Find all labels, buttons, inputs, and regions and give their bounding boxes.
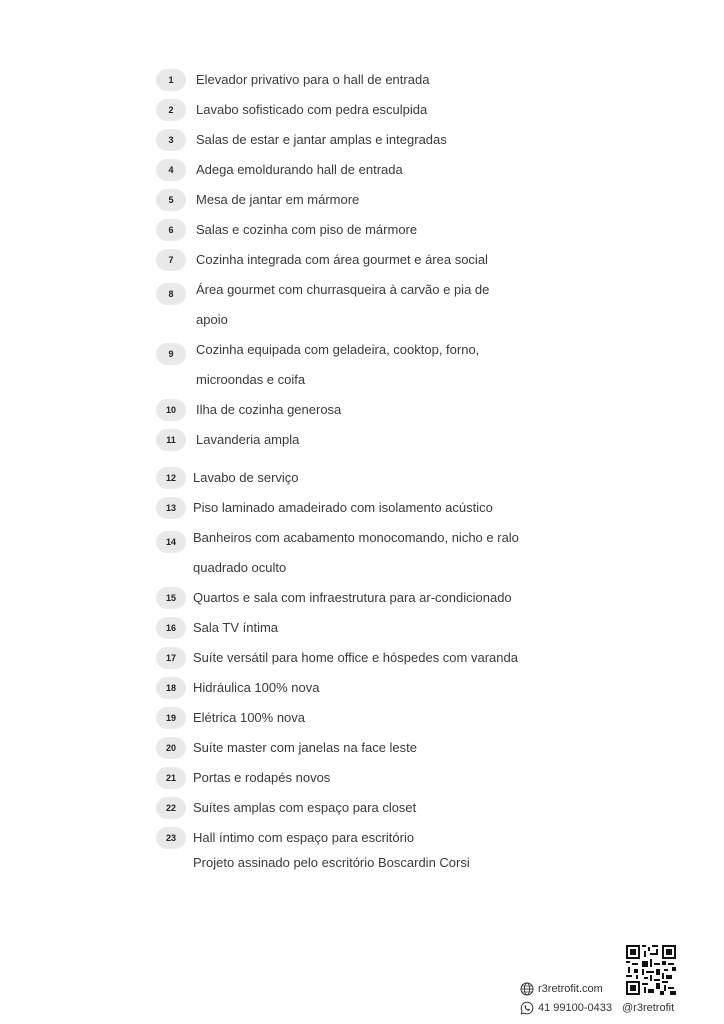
- item-number-badge: 2: [156, 99, 186, 121]
- closing-note: Projeto assinado pelo escritório Boscardin Corsi: [193, 855, 470, 870]
- item-text: Salas de estar e jantar amplas e integradas: [196, 132, 447, 147]
- item-text: Piso laminado amadeirado com isolamento acústico: [193, 500, 493, 515]
- item-number-badge: 1: [156, 69, 186, 91]
- item-number-badge: 8: [156, 283, 186, 305]
- item-number-badge: 12: [156, 467, 186, 489]
- item-text: Suíte versátil para home office e hóspedes com varanda: [193, 650, 518, 665]
- item-text: Suítes amplas com espaço para closet: [193, 800, 417, 815]
- item-text: Cozinha equipada com geladeira, cooktop, forno,: [196, 342, 480, 357]
- item-number-badge: 16: [156, 617, 186, 639]
- item-text: quadrado oculto: [193, 560, 287, 575]
- item-number-badge: 7: [156, 249, 186, 271]
- item-number-badge: 14: [156, 531, 186, 553]
- item-number-badge: 10: [156, 399, 186, 421]
- item-text: Lavabo de serviço: [193, 470, 299, 485]
- item-number-badge: 17: [156, 647, 186, 669]
- item-text: Cozinha integrada com área gourmet e área social: [196, 252, 488, 267]
- item-text: Portas e rodapés novos: [193, 770, 331, 785]
- globe-icon: [520, 982, 534, 996]
- whatsapp-icon: [520, 1001, 534, 1015]
- item-text: Área gourmet com churrasqueira à carvão e pia de: [196, 282, 490, 297]
- website-link[interactable]: r3retrofit.com: [538, 983, 603, 995]
- social-handle[interactable]: @r3retrofit: [622, 1002, 675, 1014]
- item-text: Ilha de cozinha generosa: [196, 402, 342, 417]
- item-number-badge: 6: [156, 219, 186, 241]
- phone-row[interactable]: [520, 1001, 612, 1015]
- item-text: Hidráulica 100% nova: [193, 680, 320, 695]
- item-text: Sala TV íntima: [193, 620, 279, 635]
- item-text: Banheiros com acabamento monocomando, nicho e ralo: [193, 530, 519, 545]
- item-text: Suíte master com janelas na face leste: [193, 740, 418, 755]
- item-text: Elétrica 100% nova: [193, 710, 306, 725]
- item-number-badge: 13: [156, 497, 186, 519]
- item-text: Quartos e sala com infraestrutura para ar-condicionado: [193, 590, 512, 605]
- item-number-badge: 23: [156, 827, 186, 849]
- item-number-badge: 3: [156, 129, 186, 151]
- website-row[interactable]: [520, 982, 603, 996]
- item-text: Lavanderia ampla: [196, 432, 300, 447]
- item-number-badge: 11: [156, 429, 186, 451]
- item-text: Salas e cozinha com piso de mármore: [196, 222, 418, 237]
- list-item: [156, 283, 576, 343]
- item-text: Lavabo sofisticado com pedra esculpida: [196, 102, 428, 117]
- list-item: [156, 433, 576, 463]
- item-number-badge: 22: [156, 797, 186, 819]
- item-number-badge: 20: [156, 737, 186, 759]
- item-text: Mesa de jantar em mármore: [196, 192, 360, 207]
- item-number-badge: 5: [156, 189, 186, 211]
- item-text: Adega emoldurando hall de entrada: [196, 162, 403, 177]
- qr-code-icon: [626, 945, 676, 995]
- phone-number[interactable]: 41 99100-0433: [538, 1002, 613, 1014]
- item-number-badge: 9: [156, 343, 186, 365]
- item-text: Elevador privativo para o hall de entrada: [196, 72, 430, 87]
- item-number-badge: 21: [156, 767, 186, 789]
- list-item: [156, 343, 576, 403]
- item-text: apoio: [196, 312, 228, 327]
- item-number-badge: 19: [156, 707, 186, 729]
- list-item: [156, 531, 576, 591]
- item-text: microondas e coifa: [196, 372, 306, 387]
- item-number-badge: 15: [156, 587, 186, 609]
- item-number-badge: 4: [156, 159, 186, 181]
- item-number-badge: 18: [156, 677, 186, 699]
- item-text: Hall íntimo com espaço para escritório: [193, 830, 415, 845]
